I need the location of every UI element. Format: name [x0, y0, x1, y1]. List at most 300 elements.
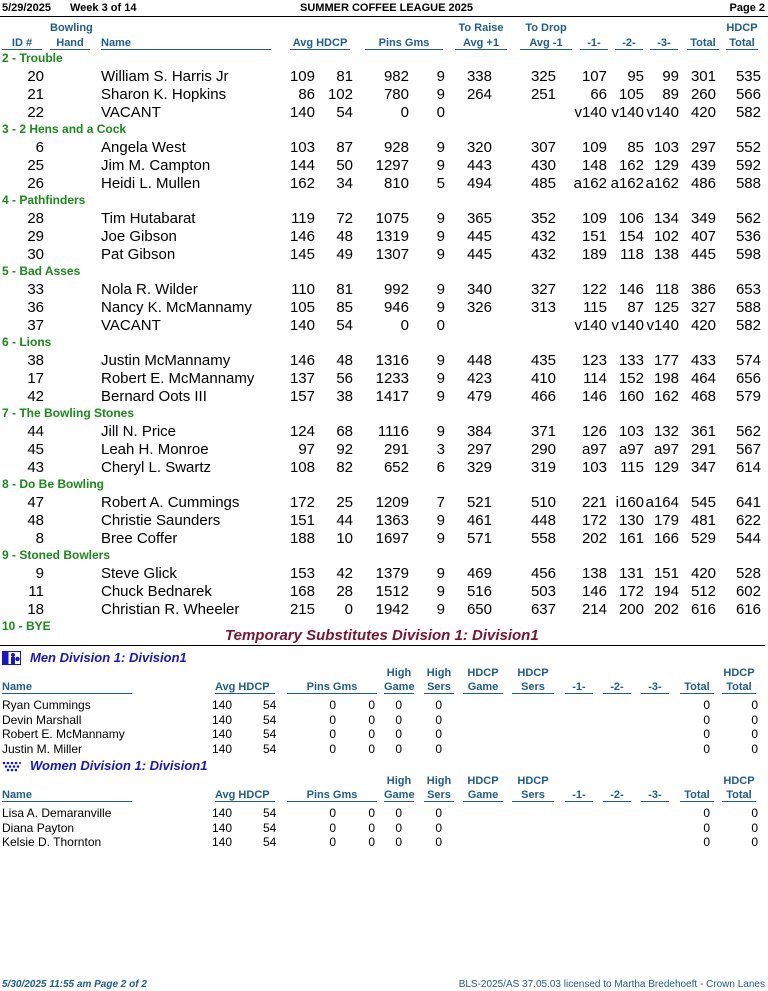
sub-high-sers: 0 — [435, 698, 442, 712]
sub-total: 0 — [703, 806, 710, 820]
bowler-game-1: 146 — [581, 388, 607, 405]
bowler-game-1: 138 — [581, 565, 607, 582]
bowler-row — [0, 512, 768, 530]
sub-row — [0, 727, 768, 741]
bowler-to-raise: 461 — [466, 512, 492, 529]
bowler-total: 439 — [690, 157, 716, 174]
bowler-game-3: 125 — [653, 299, 679, 316]
report-date: 5/29/2025 — [2, 2, 51, 14]
bowler-game-3: v140 — [646, 317, 679, 334]
bowler-to-raise: 516 — [466, 583, 492, 600]
bowler-game-2: 115 — [620, 459, 644, 476]
bowler-total: 616 — [690, 601, 716, 618]
sub-hdcp-total: 0 — [751, 698, 758, 712]
bowler-hdcp-total: 653 — [735, 281, 761, 298]
sub-pins: 0 — [329, 698, 336, 712]
bowler-to-raise: 329 — [466, 459, 492, 476]
bowler-avg: 188 — [289, 530, 315, 547]
sub-high-sers: 0 — [435, 712, 442, 727]
bowler-hdcp: 54 — [336, 104, 353, 121]
sub-col-total: Total — [680, 789, 714, 802]
sub-games: 0 — [368, 835, 375, 849]
bowler-game-1: 148 — [581, 157, 607, 174]
bowler-to-raise: 448 — [466, 352, 492, 369]
sub-games: 0 — [368, 820, 375, 835]
bowler-id: 25 — [27, 157, 44, 174]
bowler-to-drop: 251 — [530, 86, 556, 103]
bowler-hdcp: 28 — [336, 583, 353, 600]
sub-col-game-2: -2- — [603, 681, 631, 694]
bowler-id: 18 — [27, 601, 44, 618]
bowler-game-3: 129 — [653, 459, 679, 476]
bowler-total: 297 — [690, 139, 716, 156]
bowler-avg: 168 — [289, 583, 315, 600]
bowler-pins: 652 — [383, 459, 409, 476]
sub-col-high-game-top: High — [386, 775, 412, 787]
bowler-game-3: 118 — [655, 281, 679, 298]
bowler-name: Nola R. Wilder — [101, 281, 198, 298]
bowler-game-3: a97 — [653, 441, 679, 458]
bowler-hdcp: 81 — [336, 68, 353, 85]
bowler-row — [0, 157, 768, 175]
bowler-hdcp: 85 — [336, 299, 353, 316]
bowler-game-2: 103 — [618, 423, 644, 440]
bowler-game-3: 202 — [653, 601, 679, 618]
bowler-games: 9 — [436, 512, 445, 529]
bowler-id: 36 — [27, 299, 44, 316]
bowler-to-drop: 485 — [530, 175, 556, 192]
bowler-total: 468 — [690, 388, 716, 405]
sub-col-high-game: Game — [384, 789, 415, 801]
bowler-id: 38 — [27, 352, 44, 369]
bowler-total: 420 — [690, 104, 716, 121]
col-total: Total — [687, 37, 719, 50]
bowler-row — [0, 104, 768, 122]
bowler-id: 29 — [27, 228, 44, 245]
bowler-games: 9 — [436, 565, 445, 582]
col-hdcp-total: Total — [726, 37, 758, 50]
bowler-id: 44 — [27, 423, 44, 440]
col-hdcp-total-top: HDCP — [726, 22, 758, 34]
bowler-row — [0, 494, 768, 512]
bowler-total: 481 — [690, 512, 716, 529]
sub-col-name: Name — [2, 681, 132, 694]
bowler-total: 361 — [690, 423, 716, 440]
bowler-id: 20 — [27, 68, 44, 85]
footer-timestamp: 5/30/2025 11:55 am Page 2 of 2 — [2, 979, 147, 990]
bowler-pins: 982 — [383, 68, 409, 85]
sub-high-game: 0 — [395, 806, 402, 820]
bowler-game-2: 162 — [618, 157, 644, 174]
bowler-to-raise: 443 — [466, 157, 492, 174]
bowler-name: Tim Hutabarat — [101, 210, 196, 227]
bowler-game-3: 138 — [653, 246, 679, 263]
bowler-row — [0, 317, 768, 335]
bowler-hdcp-total: 641 — [735, 494, 761, 511]
bowler-id: 11 — [28, 583, 44, 600]
bowler-games: 9 — [436, 583, 445, 600]
bowler-avg: 140 — [289, 317, 315, 334]
bowler-game-2: 105 — [618, 86, 644, 103]
bowler-hdcp-total: 622 — [735, 512, 761, 529]
bowler-hdcp-total: 588 — [735, 299, 761, 316]
sub-col-pins-gms: Pins Gms — [287, 789, 377, 802]
bowler-game-2: 130 — [618, 512, 644, 529]
bowler-pins: 1942 — [375, 601, 409, 618]
sub-name: Robert E. McMannamy — [2, 727, 125, 741]
sub-name: Devin Marshall — [2, 712, 82, 727]
bowler-game-3: 194 — [653, 583, 679, 600]
col-game-2: -2- — [615, 37, 643, 50]
bowler-game-3: 162 — [653, 388, 679, 405]
bowler-pins: 1316 — [375, 352, 409, 369]
bowler-avg: 97 — [298, 441, 315, 458]
bowler-avg: 108 — [289, 459, 315, 476]
sub-col-high-game-top: High — [386, 667, 412, 679]
bowler-hdcp-total: 656 — [735, 370, 761, 387]
bowler-id: 42 — [27, 388, 44, 405]
team-heading: 6 - Lions — [2, 335, 52, 349]
bowler-row — [0, 281, 768, 299]
bowler-avg: 146 — [289, 228, 315, 245]
sub-col-pins-gms: Pins Gms — [287, 681, 377, 694]
sub-col-hdcp-total-top: HDCP — [723, 667, 755, 679]
bowler-hdcp-total: 582 — [735, 104, 761, 121]
bowler-to-drop: 637 — [530, 601, 556, 618]
bowler-to-drop: 410 — [530, 370, 556, 387]
sub-pins: 0 — [329, 820, 336, 835]
sub-high-game: 0 — [395, 698, 402, 712]
bowler-to-drop: 435 — [530, 352, 556, 369]
sub-col-name: Name — [2, 789, 132, 802]
col-game-1: -1- — [580, 37, 608, 50]
bowler-game-1: 146 — [581, 583, 607, 600]
bowler-to-drop: 319 — [530, 459, 556, 476]
bowler-avg: 172 — [289, 494, 315, 511]
team-heading: 3 - 2 Hens and a Cock — [2, 122, 127, 136]
bowler-game-2: 87 — [627, 299, 644, 316]
sub-total: 0 — [703, 820, 710, 835]
bowler-total: 486 — [690, 175, 716, 192]
bowler-game-2: 146 — [618, 281, 644, 298]
bowler-hdcp-total: 614 — [735, 459, 761, 476]
bowler-game-3: 179 — [653, 512, 679, 529]
bowler-hdcp: 34 — [336, 175, 353, 192]
bowler-to-drop: 307 — [530, 139, 556, 156]
bowler-game-3: 132 — [653, 423, 679, 440]
bowler-id: 22 — [27, 104, 44, 121]
bowler-id: 6 — [35, 139, 44, 156]
bowler-to-drop: 430 — [530, 157, 556, 174]
bowler-game-3: 102 — [653, 228, 679, 245]
bowler-pins: 1075 — [375, 210, 409, 227]
bowler-pins: 992 — [383, 281, 409, 298]
bowler-game-3: 99 — [662, 68, 679, 85]
sub-col-high-sers-top: High — [426, 775, 452, 787]
sub-pins: 0 — [329, 741, 336, 756]
sub-col-avg-hdcp: Avg HDCP — [215, 789, 275, 802]
footer-license: BLS-2025/AS 37.05.03 licensed to Martha Bredehoeft - Crown Lanes — [458, 979, 765, 990]
bowler-hdcp-total: 567 — [735, 441, 761, 458]
bowler-hdcp: 42 — [336, 565, 353, 582]
bowler-games: 9 — [436, 157, 445, 174]
sub-col-high-sers: Sers — [424, 789, 454, 802]
bowler-to-drop: 352 — [530, 210, 556, 227]
bowler-games: 9 — [436, 530, 445, 547]
substitutes-rule — [0, 645, 765, 646]
sub-hdcp: 54 — [263, 806, 277, 820]
bowler-games: 9 — [436, 299, 445, 316]
sub-hdcp: 54 — [263, 741, 277, 756]
sub-col-hdcp-sers-top: HDCP — [517, 667, 549, 679]
bowler-to-drop: 503 — [530, 583, 556, 600]
bowler-avg: 146 — [289, 352, 315, 369]
team-heading: 8 - Do Be Bowling — [2, 477, 104, 491]
bowler-games: 9 — [436, 601, 445, 618]
bowler-games: 9 — [436, 86, 445, 103]
sub-name: Ryan Cummings — [2, 698, 91, 712]
bowler-game-2: 106 — [618, 210, 644, 227]
bowler-pins: 0 — [400, 317, 409, 334]
bowler-hdcp-total: 552 — [735, 139, 761, 156]
bowler-total: 420 — [690, 317, 716, 334]
bowler-id: 17 — [27, 370, 44, 387]
bowler-game-3: 89 — [662, 86, 679, 103]
bowler-game-1: 221 — [581, 494, 607, 511]
bowler-to-drop: 325 — [530, 68, 556, 85]
bowler-hdcp-total: 528 — [735, 565, 761, 582]
bowler-total: 349 — [690, 210, 716, 227]
bowler-name: Sharon K. Hopkins — [101, 86, 227, 103]
bowler-game-2: i160 — [615, 494, 644, 511]
bowler-pins: 1697 — [375, 530, 409, 547]
bowler-to-raise: 445 — [466, 228, 492, 245]
sub-hdcp: 54 — [263, 698, 277, 712]
bowler-name: Bree Coffer — [101, 530, 178, 547]
bowler-game-1: 66 — [590, 86, 607, 103]
sub-total: 0 — [703, 727, 710, 741]
sub-hdcp-total: 0 — [751, 820, 758, 835]
bowler-total: 464 — [690, 370, 716, 387]
bowler-to-drop: 327 — [530, 281, 556, 298]
bowler-hdcp: 25 — [336, 494, 353, 511]
bowler-game-2: 172 — [618, 583, 644, 600]
sub-hdcp: 54 — [263, 835, 277, 849]
bowler-games: 0 — [436, 104, 445, 121]
sub-hdcp: 54 — [263, 712, 277, 727]
col-bowling-hand: Hand — [50, 37, 90, 50]
substitutes-title: Temporary Substitutes Division 1: Division1 — [225, 627, 539, 644]
bowler-id: 47 — [27, 494, 44, 511]
bowler-game-1: 107 — [581, 68, 607, 85]
sub-group-heading: Women Division 1: Division1 — [30, 758, 208, 773]
bowler-row — [0, 139, 768, 157]
bowler-game-1: a97 — [581, 441, 607, 458]
sub-row — [0, 835, 768, 849]
sub-avg: 140 — [212, 741, 233, 756]
bowler-avg: 153 — [289, 565, 315, 582]
bowler-pins: 291 — [383, 441, 409, 458]
bowler-hdcp-total: 616 — [735, 601, 761, 618]
bowler-pins: 1209 — [375, 494, 409, 511]
sub-games: 0 — [368, 727, 375, 741]
bowler-hdcp: 92 — [336, 441, 353, 458]
page-number: Page 2 — [729, 2, 765, 14]
bowler-game-1: 172 — [581, 512, 607, 529]
bowler-id: 37 — [27, 317, 44, 334]
bowler-to-raise: 264 — [466, 86, 492, 103]
sub-total: 0 — [703, 835, 710, 849]
bowler-name: William S. Harris Jr — [101, 68, 229, 85]
bowler-games: 9 — [436, 228, 445, 245]
bowler-to-raise: 326 — [466, 299, 492, 316]
sub-pins: 0 — [329, 806, 336, 820]
sub-col-game-1: -1- — [565, 681, 593, 694]
sub-row — [0, 806, 768, 820]
bowler-hdcp: 56 — [336, 370, 353, 387]
bowler-pins: 946 — [383, 299, 409, 316]
bowler-hdcp: 48 — [336, 228, 353, 245]
bowler-name: Robert A. Cummings — [101, 494, 240, 511]
bowler-hdcp-total: 544 — [735, 530, 761, 547]
bowler-hdcp-total: 582 — [735, 317, 761, 334]
bowler-game-1: 109 — [581, 139, 607, 156]
sub-hdcp-total: 0 — [751, 712, 758, 727]
sub-col-hdcp-game: Game — [463, 789, 503, 802]
header-rule — [0, 16, 768, 17]
bowler-row — [0, 459, 768, 477]
bowler-name: Christian R. Wheeler — [101, 601, 240, 618]
sub-high-game: 0 — [395, 727, 402, 741]
sub-high-game: 0 — [395, 712, 402, 727]
bowler-id: 28 — [27, 210, 44, 227]
bowler-to-drop: 432 — [530, 228, 556, 245]
sub-row — [0, 713, 768, 727]
sub-col-game-2: -2- — [603, 789, 631, 802]
bowler-total: 260 — [690, 86, 716, 103]
bowler-avg: 137 — [289, 370, 315, 387]
bowler-to-raise: 521 — [466, 494, 492, 511]
bowler-games: 0 — [436, 317, 445, 334]
bowler-game-1: 126 — [581, 423, 607, 440]
bowler-to-drop: 290 — [530, 441, 556, 458]
bowler-pins: 1233 — [375, 370, 409, 387]
bowler-avg: 109 — [289, 68, 315, 85]
bowler-pins: 1379 — [375, 565, 409, 582]
sub-pins: 0 — [329, 835, 336, 849]
bowler-hdcp: 38 — [336, 388, 353, 405]
bowler-pins: 1363 — [375, 512, 409, 529]
bowler-hdcp: 44 — [336, 512, 353, 529]
bowler-row — [0, 601, 768, 619]
sub-avg: 140 — [212, 820, 233, 835]
bowler-name: Jill N. Price — [101, 423, 177, 440]
bowler-game-2: v140 — [611, 317, 644, 334]
bowler-games: 9 — [436, 352, 445, 369]
bowler-name: VACANT — [101, 104, 161, 121]
sub-group-heading: Men Division 1: Division1 — [30, 650, 187, 665]
bowler-avg: 157 — [289, 388, 315, 405]
bowler-game-3: a162 — [645, 175, 679, 192]
sub-hdcp-total: 0 — [751, 806, 758, 820]
bowler-game-3: 103 — [653, 139, 679, 156]
bowler-avg: 140 — [289, 104, 315, 121]
bowler-pins: 1307 — [375, 246, 409, 263]
sub-high-game: 0 — [395, 741, 402, 756]
bowler-hdcp-total: 562 — [735, 423, 761, 440]
bowler-game-2: 200 — [618, 601, 644, 618]
bowler-hdcp: 82 — [336, 459, 353, 476]
bowler-hdcp: 48 — [336, 352, 353, 369]
bowler-id: 43 — [27, 459, 44, 476]
bowler-id: 33 — [27, 281, 44, 298]
bowler-to-drop: 558 — [530, 530, 556, 547]
bowler-id: 48 — [27, 512, 44, 529]
bowler-game-2: 154 — [618, 228, 644, 245]
bowler-hdcp: 50 — [336, 157, 353, 174]
bowler-game-3: 166 — [653, 530, 679, 547]
bowler-row — [0, 565, 768, 583]
bowler-to-raise: 297 — [466, 441, 492, 458]
bowler-row — [0, 175, 768, 193]
bowler-name: Angela West — [101, 139, 186, 156]
bowler-game-2: 85 — [627, 139, 644, 156]
bowler-id: 9 — [35, 565, 44, 582]
sub-col-hdcp-total-top: HDCP — [723, 775, 755, 787]
women-icon — [2, 759, 21, 773]
bowler-game-2: 133 — [618, 352, 644, 369]
bowler-game-2: a162 — [610, 175, 644, 192]
bowler-total: 407 — [690, 228, 716, 245]
bowler-games: 7 — [436, 494, 445, 511]
bowler-pins: 1297 — [375, 157, 409, 174]
col-avg-hdcp: Avg HDCP — [290, 37, 350, 50]
bowler-game-3: v140 — [646, 104, 679, 121]
col-to-raise-top: To Raise — [458, 22, 504, 34]
bowler-games: 6 — [436, 459, 445, 476]
bowler-id: 30 — [27, 246, 44, 263]
sub-games: 0 — [368, 698, 375, 712]
bowler-row — [0, 530, 768, 548]
bowler-hdcp-total: 574 — [735, 352, 761, 369]
sub-hdcp: 54 — [263, 727, 277, 741]
bowler-game-2: 95 — [627, 68, 644, 85]
sub-col-high-game: Game — [384, 681, 415, 693]
bowler-to-drop: 432 — [530, 246, 556, 263]
sub-col-hdcp-sers: Sers — [512, 681, 554, 694]
sub-name: Justin M. Miller — [2, 741, 83, 756]
sub-hdcp-total: 0 — [751, 835, 758, 849]
bowler-name: Jim M. Campton — [101, 157, 211, 174]
bowler-hdcp: 102 — [327, 86, 353, 103]
bowler-hdcp-total: 588 — [735, 175, 761, 192]
bowler-total: 545 — [690, 494, 716, 511]
sub-name: Diana Payton — [2, 820, 75, 835]
bowler-total: 445 — [690, 246, 716, 263]
bowler-hdcp: 68 — [336, 423, 353, 440]
bowler-game-1: 189 — [581, 246, 607, 263]
bowler-game-1: 109 — [581, 210, 607, 227]
bowler-avg: 151 — [289, 512, 315, 529]
bowler-row — [0, 228, 768, 246]
bowler-hdcp-total: 562 — [735, 210, 761, 227]
bowler-to-raise: 423 — [466, 370, 492, 387]
bowler-game-2: 161 — [618, 530, 644, 547]
bowler-pins: 1512 — [375, 583, 409, 600]
sub-col-hdcp-game-top: HDCP — [467, 775, 499, 787]
team-heading: 7 - The Bowling Stones — [2, 406, 135, 420]
bowler-to-raise: 320 — [466, 139, 492, 156]
